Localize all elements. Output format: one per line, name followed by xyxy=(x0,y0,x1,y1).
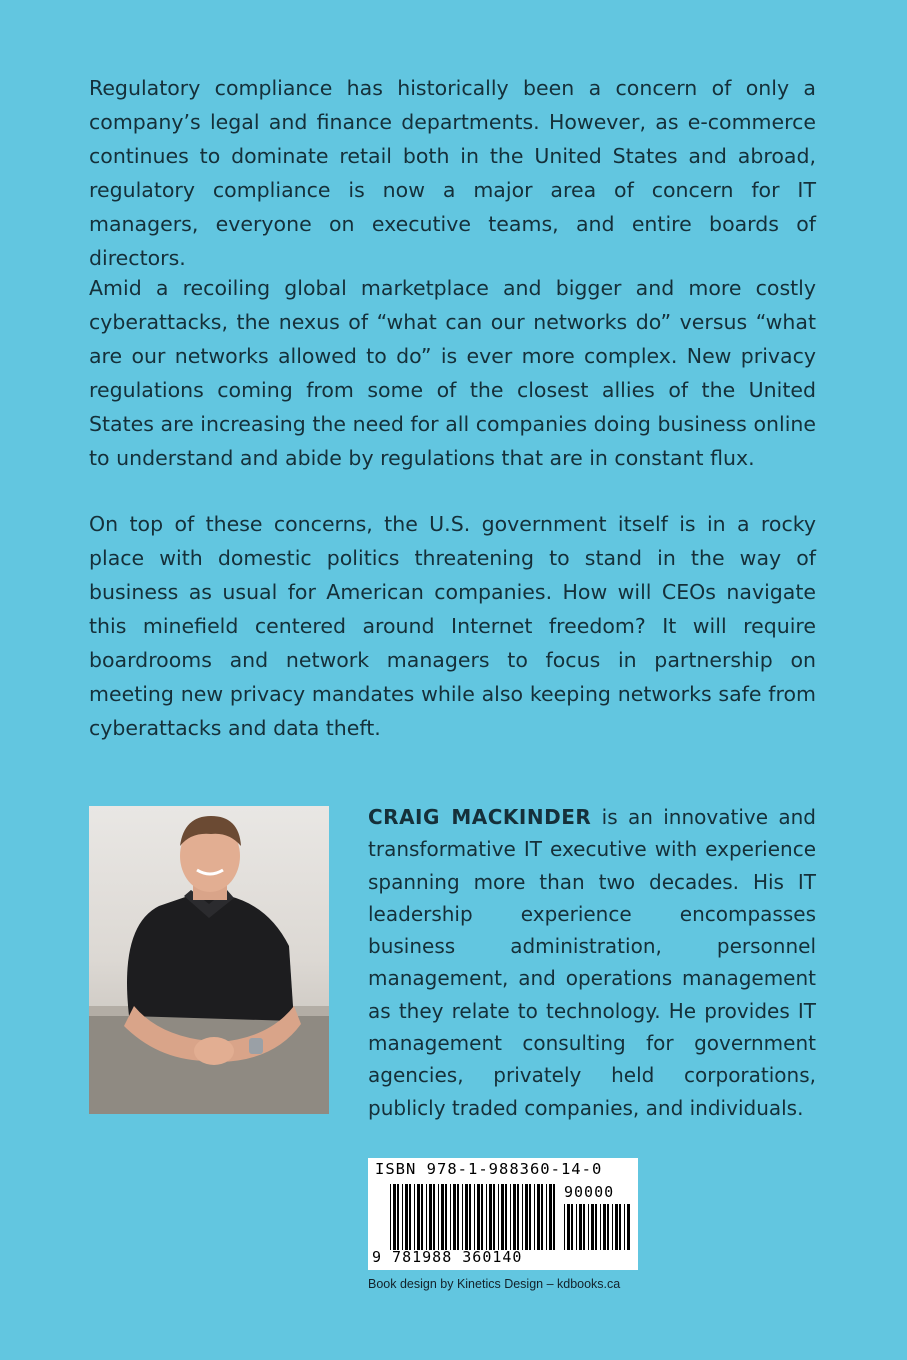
barcode-bar xyxy=(493,1184,495,1250)
price-code: 90000 xyxy=(564,1183,615,1201)
barcode-bar xyxy=(579,1204,582,1250)
barcode-bar xyxy=(549,1184,552,1250)
author-bio-text: is an innovative and transformative IT executive with experience spanning more than two decades. His IT leadership experience encompasses business administration, personnel management, and operations management as they relate to technology. He provides IT management consulting for government agencies, privately held corporations, publicly traded companies, and individuals. xyxy=(368,805,816,1120)
barcode-bar xyxy=(505,1184,507,1250)
author-photo xyxy=(89,806,329,1114)
barcode-bar xyxy=(402,1184,403,1250)
barcode-bar xyxy=(522,1184,523,1250)
barcode-bar xyxy=(553,1184,555,1250)
barcode-bar xyxy=(537,1184,540,1250)
ean-number: 9 781988 360140 xyxy=(372,1248,523,1266)
barcode-bar xyxy=(441,1184,444,1250)
barcode-bar xyxy=(414,1184,415,1250)
barcode-bar xyxy=(534,1184,535,1250)
barcode-bar xyxy=(600,1204,601,1250)
barcode-bar xyxy=(445,1184,447,1250)
barcode-bar xyxy=(564,1204,565,1250)
barcode-bar xyxy=(576,1204,577,1250)
barcode-bars xyxy=(390,1184,556,1250)
barcode-bar xyxy=(541,1184,543,1250)
barcode-bar xyxy=(486,1184,487,1250)
blurb-paragraph-2: Amid a recoiling global marketplace and bigger and more costly cyberattacks, the nexus of “what can our networks do” versus “what are our networks allowed to do” is ever more complex. New privacy regulations coming from some of the closest allies of the United States are increasing the need for all companies doing business online to understand and abide by regulations that are in constant flux. xyxy=(89,276,816,470)
design-credit: Book design by Kinetics Design – kdbooks.ca xyxy=(368,1277,621,1291)
barcode-bar xyxy=(571,1204,573,1250)
barcode-bar xyxy=(393,1184,396,1250)
barcode-bar xyxy=(474,1184,475,1250)
barcode-bar xyxy=(426,1184,427,1250)
barcode-bar xyxy=(627,1204,630,1250)
isbn-barcode xyxy=(368,1158,638,1270)
barcode-bar xyxy=(525,1184,528,1250)
barcode-bar xyxy=(489,1184,492,1250)
barcode-bar xyxy=(429,1184,432,1250)
blurb-paragraph-1: Regulatory compliance has historically been a concern of only a company’s legal and finance departments. However, as e-commerce continues to dominate retail both in the United States and abroad, regulatory compliance is now a major area of concern for IT managers, everyone on executive teams, and entire boards of directors. xyxy=(89,76,816,270)
barcode-bar xyxy=(481,1184,483,1250)
barcode-bar xyxy=(421,1184,423,1250)
barcode-bar xyxy=(619,1204,621,1250)
barcode-bar xyxy=(501,1184,504,1250)
barcode-bar xyxy=(453,1184,456,1250)
barcode-bar xyxy=(517,1184,519,1250)
barcode-bar xyxy=(591,1204,594,1250)
barcode-bar xyxy=(390,1184,391,1250)
barcode-bar xyxy=(405,1184,408,1250)
author-bio xyxy=(368,801,816,1124)
barcode-bar xyxy=(607,1204,609,1250)
barcode-bar xyxy=(583,1204,585,1250)
barcode-bar xyxy=(546,1184,547,1250)
barcode-bar xyxy=(529,1184,531,1250)
barcode-bar xyxy=(615,1204,618,1250)
barcode-bar xyxy=(595,1204,597,1250)
barcode-bar xyxy=(603,1204,606,1250)
author-name: CRAIG MACKINDER xyxy=(368,805,592,829)
price-addon-bars xyxy=(564,1204,630,1250)
barcode-bar xyxy=(477,1184,480,1250)
barcode-bar xyxy=(567,1204,570,1250)
barcode-bar xyxy=(465,1184,468,1250)
barcode-bar xyxy=(624,1204,625,1250)
barcode-bar xyxy=(397,1184,399,1250)
barcode-bar xyxy=(588,1204,589,1250)
barcode-bar xyxy=(510,1184,511,1250)
barcode-bar xyxy=(513,1184,516,1250)
barcode-bar xyxy=(469,1184,471,1250)
barcode-bar xyxy=(450,1184,451,1250)
blurb-paragraph-3: On top of these concerns, the U.S. government itself is in a rocky place with domestic politics threatening to stand in the way of business as usual for American companies. How will CEOs navigate this minefield centered around Internet freedom? It will require boardrooms and network managers to focus in partnership on meeting new privacy mandates while also keeping networks safe from cyberattacks and data theft. xyxy=(89,512,816,740)
barcode-bar xyxy=(417,1184,420,1250)
barcode-bar xyxy=(438,1184,439,1250)
barcode-bar xyxy=(612,1204,613,1250)
barcode-bar xyxy=(462,1184,463,1250)
isbn-label: ISBN 978-1-988360-14-0 xyxy=(375,1160,603,1178)
barcode-bar xyxy=(457,1184,459,1250)
barcode-bar xyxy=(409,1184,411,1250)
barcode-bar xyxy=(498,1184,499,1250)
barcode-bar xyxy=(433,1184,435,1250)
